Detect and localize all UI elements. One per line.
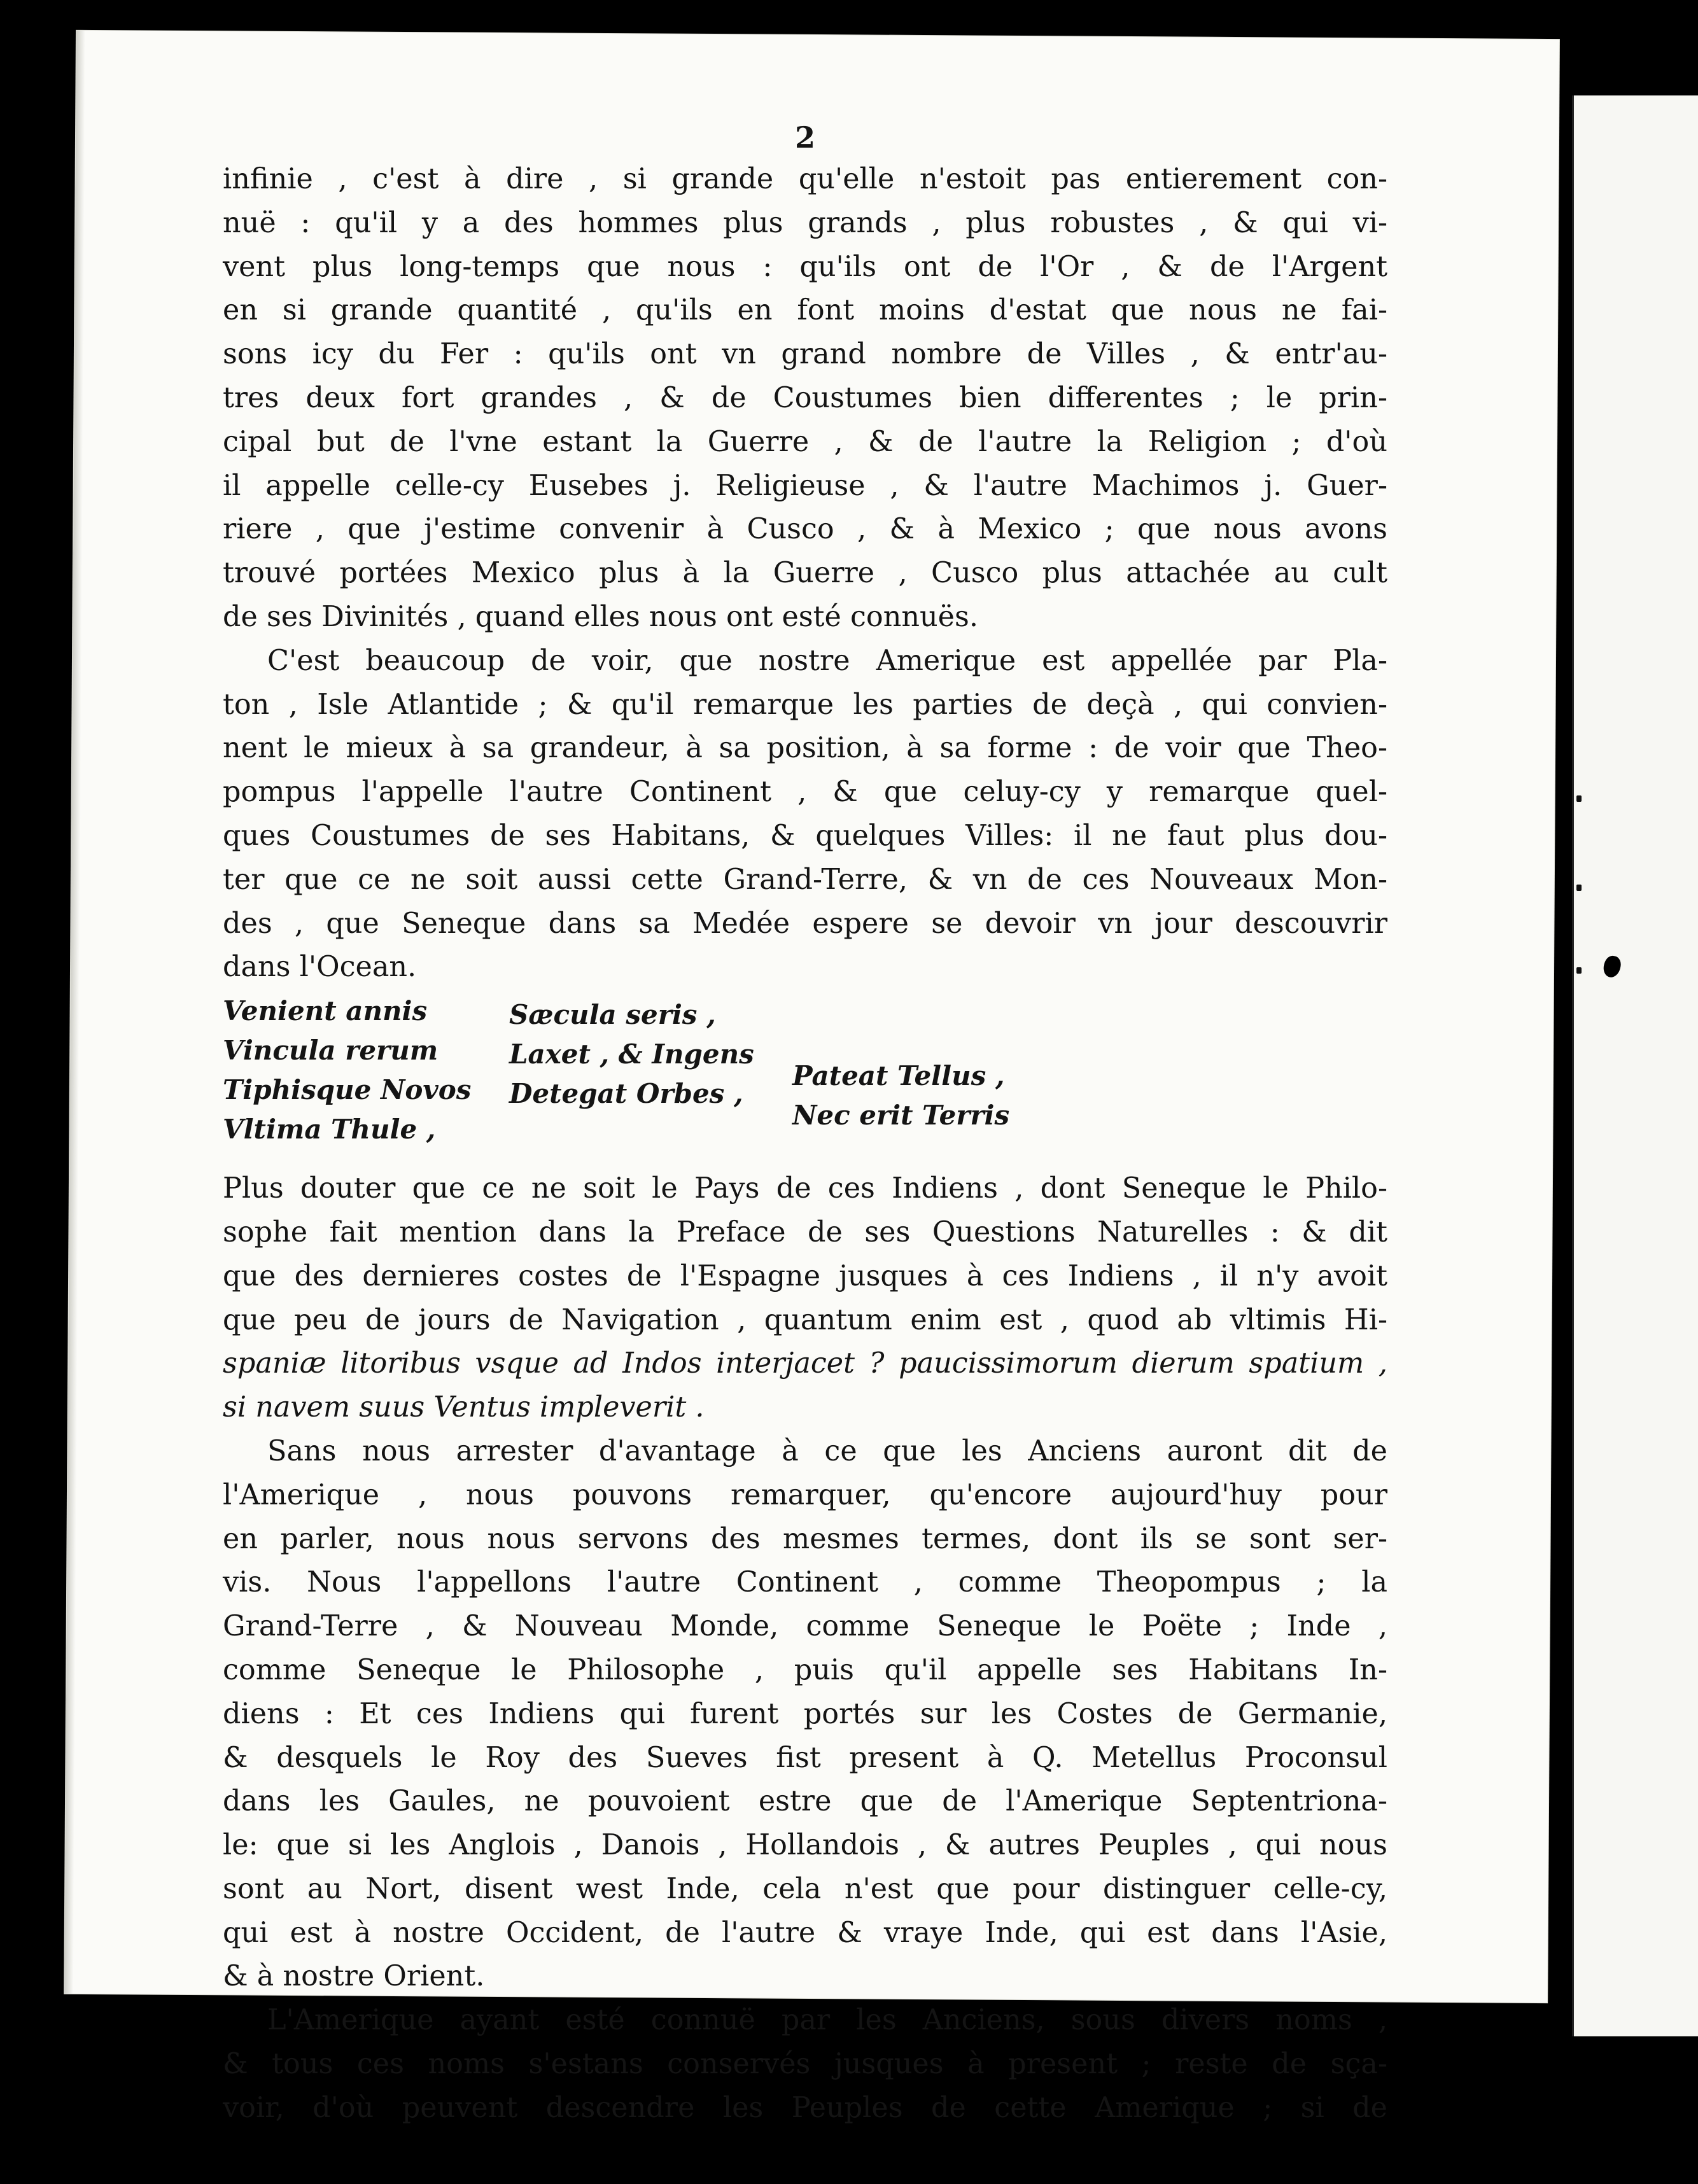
text-line: il appelle celle-cy Eusebes j. Religieuse , & l'autre Machimos j. Guer- (223, 469, 1387, 502)
text-line: en si grande quantité , qu'ils en font moins d'estat que nous ne fai- (223, 294, 1387, 327)
text-line: & desquels le Roy des Sueves fist present à Q. Metellus Proconsul (223, 1741, 1387, 1774)
page-text (223, 120, 1387, 2131)
text-line: voir, d'où peuvent descendre les Peuples de cette Amerique ; si de (223, 2091, 1387, 2124)
text-line: spaniæ litoribus vsque ad Indos interjacet ? paucissimorum dierum spatium , (223, 1347, 1387, 1380)
text-line: trouvé portées Mexico plus à la Guerre , Cusco plus attachée au cult (223, 557, 1387, 590)
verse-cell: Tiphisque Novos (223, 1074, 472, 1106)
text-line: pompus l'appelle l'autre Continent , & que celuy-cy y remarque quel- (223, 776, 1387, 809)
ink-speck (1576, 967, 1582, 974)
text-line: Grand-Terre , & Nouveau Monde, comme Seneque le Poëte ; Inde , (223, 1610, 1387, 1643)
text-line: riere , que j'estime convenir à Cusco , & à Mexico ; que nous avons (223, 513, 1387, 546)
latin-verse (223, 992, 1387, 1167)
text-line: comme Seneque le Philosophe , puis qu'il appelle ses Habitans In- (223, 1653, 1387, 1686)
text-line: L'Amerique ayant esté connuë par les Anciens, sous divers noms , (267, 2004, 1387, 2037)
verse-cell: Vltima Thule , (223, 1114, 436, 1145)
verse-cell: Nec erit Terris (792, 1100, 1010, 1131)
text-line: ter que ce ne soit aussi cette Grand-Terre, & vn de ces Nouveaux Mon- (223, 863, 1387, 896)
verse-cell: Vincula rerum (223, 1035, 439, 1067)
text-line: sophe fait mention dans la Preface de ses Questions Naturelles : & dit (223, 1215, 1387, 1249)
text-line: sont au Nort, disent west Inde, cela n'est que pour distinguer celle-cy, (223, 1872, 1387, 1905)
text-line: Plus douter que ce ne soit le Pays de ces Indiens , dont Seneque le Philo- (223, 1172, 1387, 1205)
paragraph-4 (223, 1430, 1387, 1999)
paragraph-5 (223, 1999, 1387, 2130)
text-line: cipal but de l'vne estant la Guerre , & de l'autre la Religion ; d'où (223, 425, 1387, 458)
paragraph-2 (223, 640, 1387, 990)
text-line: des , que Seneque dans sa Medée espere se devoir vn jour descouvrir (223, 907, 1387, 940)
page-edge-shadow (64, 31, 85, 1994)
text-line: que des dernieres costes de l'Espagne jusques à ces Indiens , il n'y avoit (223, 1259, 1387, 1292)
text-line: nent le mieux à sa grandeur, à sa position, à sa forme : de voir que Theo- (223, 732, 1387, 765)
paragraph-1 (223, 158, 1387, 640)
facing-page-edge (1572, 95, 1698, 2036)
text-line: C'est beaucoup de voir, que nostre Amerique est appellée par Pla- (267, 644, 1387, 677)
text-line: sons icy du Fer : qu'ils ont vn grand nombre de Villes , & entr'au- (223, 338, 1387, 371)
text-line: l'Amerique , nous pouvons remarquer, qu'encore aujourd'huy pour (223, 1478, 1387, 1511)
text-line: diens : Et ces Indiens qui furent portés sur les Costes de Germanie, (223, 1697, 1387, 1730)
text-line: qui est à nostre Occident, de l'autre & vraye Inde, qui est dans l'Asie, (223, 1916, 1387, 1949)
ink-speck (1576, 885, 1582, 891)
text-line: si navem suus Ventus impleverit . (223, 1391, 705, 1424)
text-line: dans les Gaules, ne pouvoient estre que de l'Amerique Septentriona- (223, 1785, 1387, 1818)
page-number: 2 (794, 120, 815, 155)
text-line: que peu de jours de Navigation , quantum enim est , quod ab vltimis Hi- (223, 1303, 1387, 1336)
text-line: en parler, nous nous servons des mesmes termes, dont ils se sont ser- (223, 1522, 1387, 1555)
verse-cell: Venient annis (223, 995, 428, 1027)
verse-cell: Detegat Orbes , (509, 1078, 743, 1110)
paragraph-3 (223, 1167, 1387, 1430)
verse-cell: Sæcula seris , (509, 999, 716, 1031)
text-line: le: que si les Anglois , Danois , Hollandois , & autres Peuples , qui nous (223, 1829, 1387, 1862)
text-line: vent plus long-temps que nous : qu'ils ont de l'Or , & de l'Argent (223, 250, 1387, 283)
text-line: nuë : qu'il y a des hommes plus grands , plus robustes , & qui vi- (223, 206, 1387, 239)
text-line: & tous ces noms s'estans conservés jusques à present ; reste de sça- (223, 2048, 1387, 2081)
text-line: ques Coustumes de ses Habitans, & quelques Villes: il ne faut plus dou- (223, 819, 1387, 852)
text-line: vis. Nous l'appellons l'autre Continent , comme Theopompus ; la (223, 1566, 1387, 1599)
text-line: Sans nous arrester d'avantage à ce que les Anciens auront dit de (267, 1434, 1387, 1467)
verse-cell: Pateat Tellus , (792, 1060, 1005, 1092)
text-line: de ses Divinités , quand elles nous ont esté connuës. (223, 600, 978, 633)
text-line: dans l'Ocean. (223, 951, 417, 984)
text-line: infinie , c'est à dire , si grande qu'elle n'estoit pas entierement con- (223, 163, 1387, 195)
ink-speck (1576, 795, 1582, 802)
text-line: ton , Isle Atlantide ; & qu'il remarque les parties de deçà , qui convien- (223, 688, 1387, 721)
text-line: & à nostre Orient. (223, 1960, 485, 1993)
verse-cell: Laxet , & Ingens (509, 1039, 754, 1070)
text-line: tres deux fort grandes , & de Coustumes bien differentes ; le prin- (223, 381, 1387, 414)
